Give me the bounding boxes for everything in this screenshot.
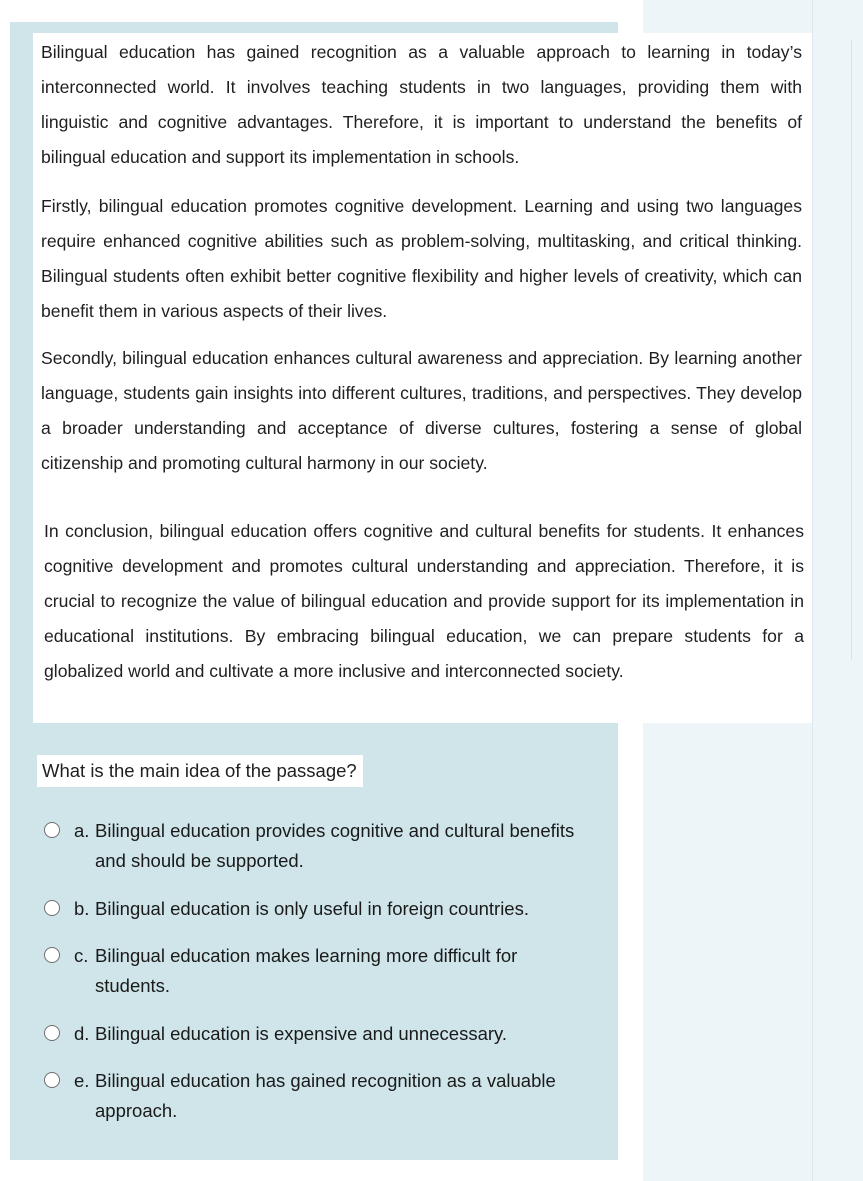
passage-paragraph-3: Secondly, bilingual education enhances cultural awareness and appreciation. By learning another language, students gain insights into different cultures, traditions, and perspectives. They develop a broader understanding and acceptance of diverse cultures, fostering a sense of global citizenship and promoting cultural harmony in our society. — [41, 348, 802, 473]
option-letter-b: b. — [74, 898, 90, 919]
reading-passage — [33, 33, 812, 723]
passage-paragraph-2: Firstly, bilingual education promotes cognitive development. Learning and using two languages require enhanced cognitive abilities such as problem-solving, multitasking, and critical thinking. Bilingual students often exhibit better cognitive flexibility and higher levels of creativity, which can benefit them in various aspects of their lives. — [41, 196, 802, 321]
option-text-a[interactable]: Bilingual education provides cognitive and cultural benefits and should be supported. — [95, 820, 575, 871]
side-panel-divider — [812, 0, 813, 1181]
option-letter-d: d. — [74, 1023, 90, 1044]
option-text-b[interactable]: Bilingual education is only useful in foreign countries. — [95, 898, 529, 919]
option-letter-c: c. — [74, 945, 89, 966]
radio-button-d[interactable] — [44, 1025, 60, 1041]
radio-button-e[interactable] — [44, 1072, 60, 1088]
passage-paragraph-1: Bilingual education has gained recognition as a valuable approach to learning in today’s interconnected world. It involves teaching students in two languages, providing them with linguistic and cognitive advantages. Therefore, it is important to understand the benefits of bilingual education and support its implementation in schools. — [41, 42, 802, 167]
option-letter-a: a. — [74, 820, 90, 841]
answer-option-a[interactable] — [44, 816, 614, 878]
radio-button-c[interactable] — [44, 947, 60, 963]
side-panel-edge — [851, 40, 852, 660]
question-prompt: What is the main idea of the passage? — [37, 755, 363, 787]
answer-option-c[interactable] — [44, 941, 614, 1003]
radio-button-b[interactable] — [44, 900, 60, 916]
option-letter-e: e. — [74, 1070, 90, 1091]
answer-option-b[interactable] — [44, 894, 614, 924]
option-text-d[interactable]: Bilingual education is expensive and unnecessary. — [95, 1023, 508, 1044]
answer-option-e[interactable] — [44, 1066, 614, 1128]
answer-option-d[interactable] — [44, 1019, 614, 1049]
passage-paragraph-4: In conclusion, bilingual education offers cognitive and cultural benefits for students. It enhances cognitive development and promotes cultural understanding and appreciation. Therefore, it is crucial to recognize the value of bilingual education and provide support for its implementation in educational institutions. By embracing bilingual education, we can prepare students for a globalized world and cultivate a more inclusive and interconnected society. — [44, 521, 804, 681]
radio-button-a[interactable] — [44, 822, 60, 838]
option-text-c[interactable]: Bilingual education makes learning more difficult for students. — [95, 945, 518, 996]
option-text-e[interactable]: Bilingual education has gained recognition as a valuable approach. — [95, 1070, 556, 1121]
